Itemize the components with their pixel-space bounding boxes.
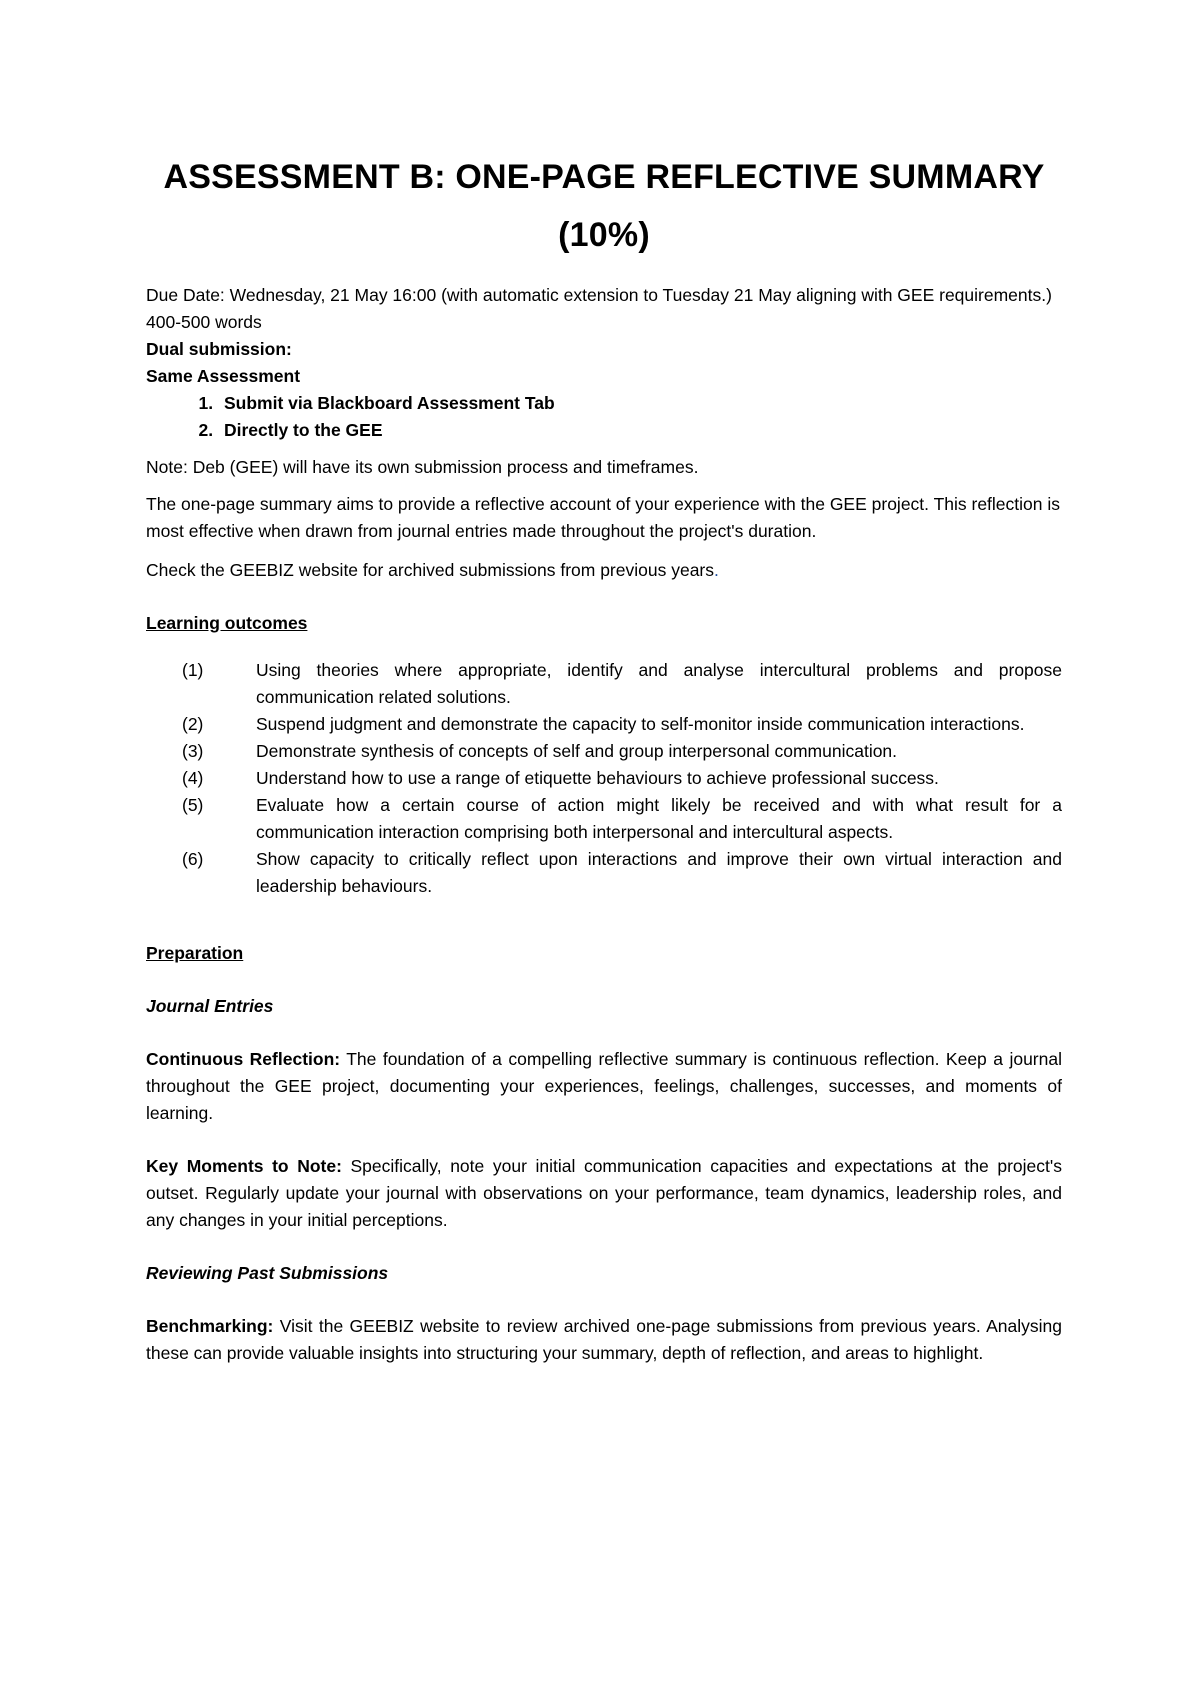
reviewing-past-submissions-heading: Reviewing Past Submissions [146,1263,389,1283]
word-count: 400-500 words [146,312,262,332]
learning-outcome-item [146,765,1062,792]
submission-steps [146,390,1062,444]
document-title [146,148,1062,264]
outcome-text: Evaluate how a certain course of action might likely be received and with what result for a communication interaction comprising both interpersonal and intercultural aspects. [256,795,1062,842]
dual-submission-label: Dual submission: [146,339,292,359]
benchmarking-text: Visit the GEEBIZ website to review archived one-page submissions from previous years. Analysing these can provide valuable insights into structuring your summary, depth of reflection, and areas to highlight. [146,1316,1062,1363]
learning-outcome-item [146,792,1062,846]
submission-note: Note: Deb (GEE) will have its own submission process and timeframes. [146,457,699,477]
outcome-text: Show capacity to critically reflect upon interactions and improve their own virtual interaction and leadership behaviours. [256,849,1062,896]
same-assessment-label: Same Assessment [146,366,301,386]
learning-outcome-item [146,738,1062,765]
preparation-heading: Preparation [146,943,244,963]
key-moments-text: Specifically, note your initial communication capacities and expectations at the project's outset. Regularly update your journal with observations on your performance, team dynamics, leadership roles, and any changes in your initial perceptions. [146,1156,1062,1230]
outcome-text: Understand how to use a range of etiquette behaviours to achieve professional success. [256,768,939,788]
check-site-paragraph [146,557,1062,584]
title-line-1: ASSESSMENT B: ONE-PAGE REFLECTIVE SUMMARY [163,158,1045,196]
learning-outcome-item [146,711,1062,738]
outcome-number: (5) [182,795,204,815]
outcome-number: (1) [182,660,204,680]
continuous-reflection-text: The foundation of a compelling reflective summary is continuous reflection. Keep a journal throughout the GEE project, documenting your experiences, feelings, challenges, successes, and moments of learning. [146,1049,1062,1123]
learning-outcomes-list [146,657,1062,900]
outcome-number: (2) [182,714,204,734]
benchmarking-paragraph [146,1313,1062,1367]
benchmarking-label: Benchmarking: [146,1316,274,1336]
learning-outcome-item [146,846,1062,900]
document-page [146,148,1062,1367]
outcome-number: (3) [182,741,204,761]
key-moments-paragraph [146,1153,1062,1234]
outcome-text: Demonstrate synthesis of concepts of self and group interpersonal communication. [256,741,898,761]
submission-step: 2. Directly to the GEE [218,417,1062,444]
due-date: Due Date: Wednesday, 21 May 16:00 (with automatic extension to Tuesday 21 May aligning with GEE requirements.) [146,285,1052,305]
intro-paragraph: The one-page summary aims to provide a reflective account of your experience with the GEE project. This reflection is most effective when drawn from journal entries made throughout the project's duration. [146,494,1060,541]
outcome-text: Suspend judgment and demonstrate the capacity to self-monitor inside communication interactions. [256,714,1025,734]
check-site-period: . [714,560,719,580]
journal-entries-heading: Journal Entries [146,996,274,1016]
outcome-number: (4) [182,768,204,788]
learning-outcomes-heading: Learning outcomes [146,613,308,633]
learning-outcome-item [146,657,1062,711]
outcome-number: (6) [182,849,204,869]
continuous-reflection-paragraph [146,1046,1062,1127]
continuous-reflection-label: Continuous Reflection: [146,1049,341,1069]
check-site-text: Check the GEEBIZ website for archived submissions from previous years [146,560,714,580]
submission-step: 1. Submit via Blackboard Assessment Tab [218,390,1062,417]
submission-details [146,282,1062,444]
outcome-text: Using theories where appropriate, identify and analyse intercultural problems and propose communication related solutions. [256,660,1062,707]
title-line-2: (10%) [558,216,650,254]
key-moments-label: Key Moments to Note: [146,1156,342,1176]
